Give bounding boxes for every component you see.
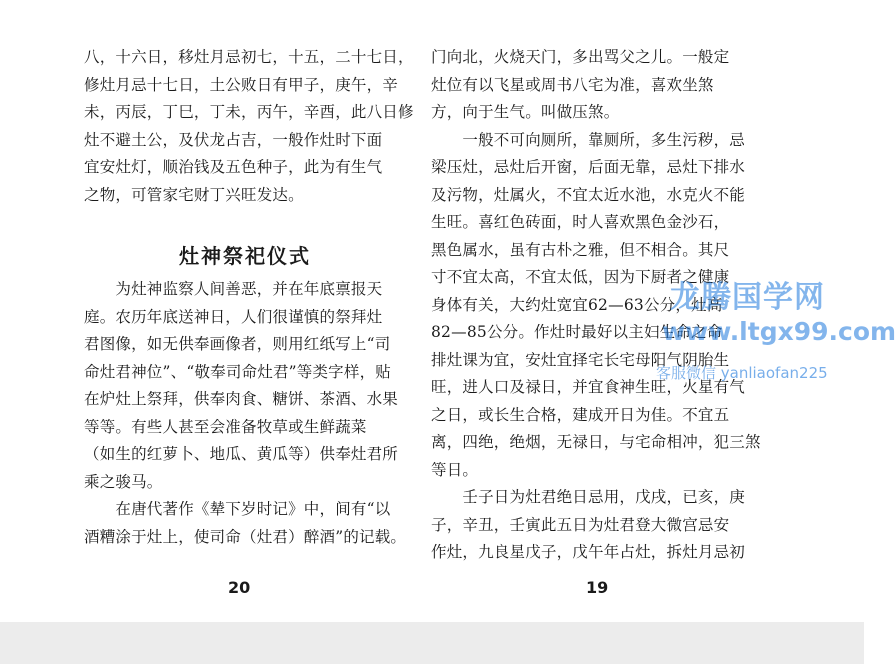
text-line: 生旺。喜红色砖面，时人喜欢黑色金沙石， — [431, 213, 730, 231]
page-number-left: 20 — [228, 578, 251, 597]
text-line: 身体有关，大约灶宽宜62—63公分，灶高 — [431, 295, 723, 314]
text-line: 乘之骏马。 — [84, 472, 163, 491]
left-page — [84, 44, 414, 209]
text-line: 在炉灶上祭拜，供奉肉食、糖饼、茶酒、水果 — [84, 390, 399, 408]
text-line: 之日，或长生合格，建成开日为佳。不宜五 — [431, 405, 730, 424]
text-line: 八，十六日，移灶月忌初七，十五，二十七日， — [84, 48, 414, 66]
text-line: 酒糟涂于灶上，使司命（灶君）醉酒”的记载。 — [84, 527, 407, 546]
text-line: 宜安灶灯，顺治钱及五色种子，此为有生气 — [84, 158, 383, 176]
watermark-url: www.ltgx99.com — [662, 317, 896, 346]
text-line: 门向北，火烧天门，多出骂父之儿。一般定 — [431, 48, 730, 66]
text-line: 黑色属水，虽有古朴之雅，但不相合。其尺 — [431, 240, 730, 259]
text-line: 壬子日为灶君绝日忌用，戊戌，已亥，庚 — [431, 488, 746, 506]
text-line: 为灶神监察人间善恶，并在年底禀报天 — [84, 280, 383, 298]
text-line: 庭。农历年底送神日，人们很谨慎的祭拜灶 — [84, 307, 383, 326]
text-line: 修灶月忌十七日，土公败日有甲子，庚午，辛 — [84, 75, 399, 94]
text-line: 等等。有些人甚至会准备牧草或生鲜蔬菜 — [84, 417, 367, 436]
text-line: 梁压灶，忌灶后开窗，后面无靠，忌灶下排水 — [431, 158, 746, 176]
text-line: 子，辛丑，壬寅此五日为灶君登大微宫忌安 — [431, 515, 730, 534]
text-line: 82—85公分。作灶时最好以主妇生命之命 — [431, 323, 723, 341]
text-line: 未，丙辰，丁巳，丁未，丙午，辛酉，此八日修 — [84, 103, 414, 121]
section-heading: 灶神祭祀仪式 — [179, 244, 311, 268]
page-number-right: 19 — [586, 578, 609, 597]
text-line: 之物，可管家宅财丁兴旺发达。 — [84, 185, 304, 204]
watermark-title: 龙腾国学网 — [670, 280, 825, 315]
watermark-contact: 客服微信 yanliaofan225 — [656, 364, 828, 382]
text-line: 离，四绝，绝烟，无禄日，与宅命相冲，犯三煞 — [431, 433, 761, 451]
text-line: 寸不宜太高，不宜太低，因为下厨者之健康 — [431, 268, 730, 286]
text-line: 灶位有以飞星或周书八宅为准，喜欢坐煞 — [431, 75, 714, 94]
text-line: 君图像，如无供奉画像者，则用红纸写上“司 — [84, 335, 391, 353]
text-line: 等日。 — [431, 460, 479, 479]
viewer-bottom-band — [0, 622, 864, 664]
text-line: 作灶，九良星戊子，戊午年占灶，拆灶月忌初 — [431, 543, 746, 561]
text-line: 灶不避土公，及伏龙占吉，一般作灶时下面 — [84, 130, 383, 149]
text-line: 旺，进人口及禄日，并宜食神生旺，火星有气 — [431, 378, 746, 396]
text-line: （如生的红萝卜、地瓜、黄瓜等）供奉灶君所 — [84, 445, 399, 463]
text-line: 及污物，灶属火，不宜太近水池，水克火不能 — [431, 185, 746, 204]
text-line: 排灶课为宜，安灶宜择宅长宅母阳气阴胎生 — [431, 350, 730, 369]
left-page-body — [84, 276, 406, 551]
left-top-paragraph — [84, 44, 414, 209]
text-line: 一般不可向厕所，靠厕所，多生污秽，忌 — [431, 130, 746, 149]
text-line: 在唐代著作《辇下岁时记》中，间有“以 — [84, 500, 391, 518]
text-line: 命灶君神位”、“敬奉司命灶君”等类字样，贴 — [84, 362, 391, 381]
text-line: 方，向于生气。叫做压煞。 — [431, 103, 620, 121]
right-page — [431, 44, 767, 567]
